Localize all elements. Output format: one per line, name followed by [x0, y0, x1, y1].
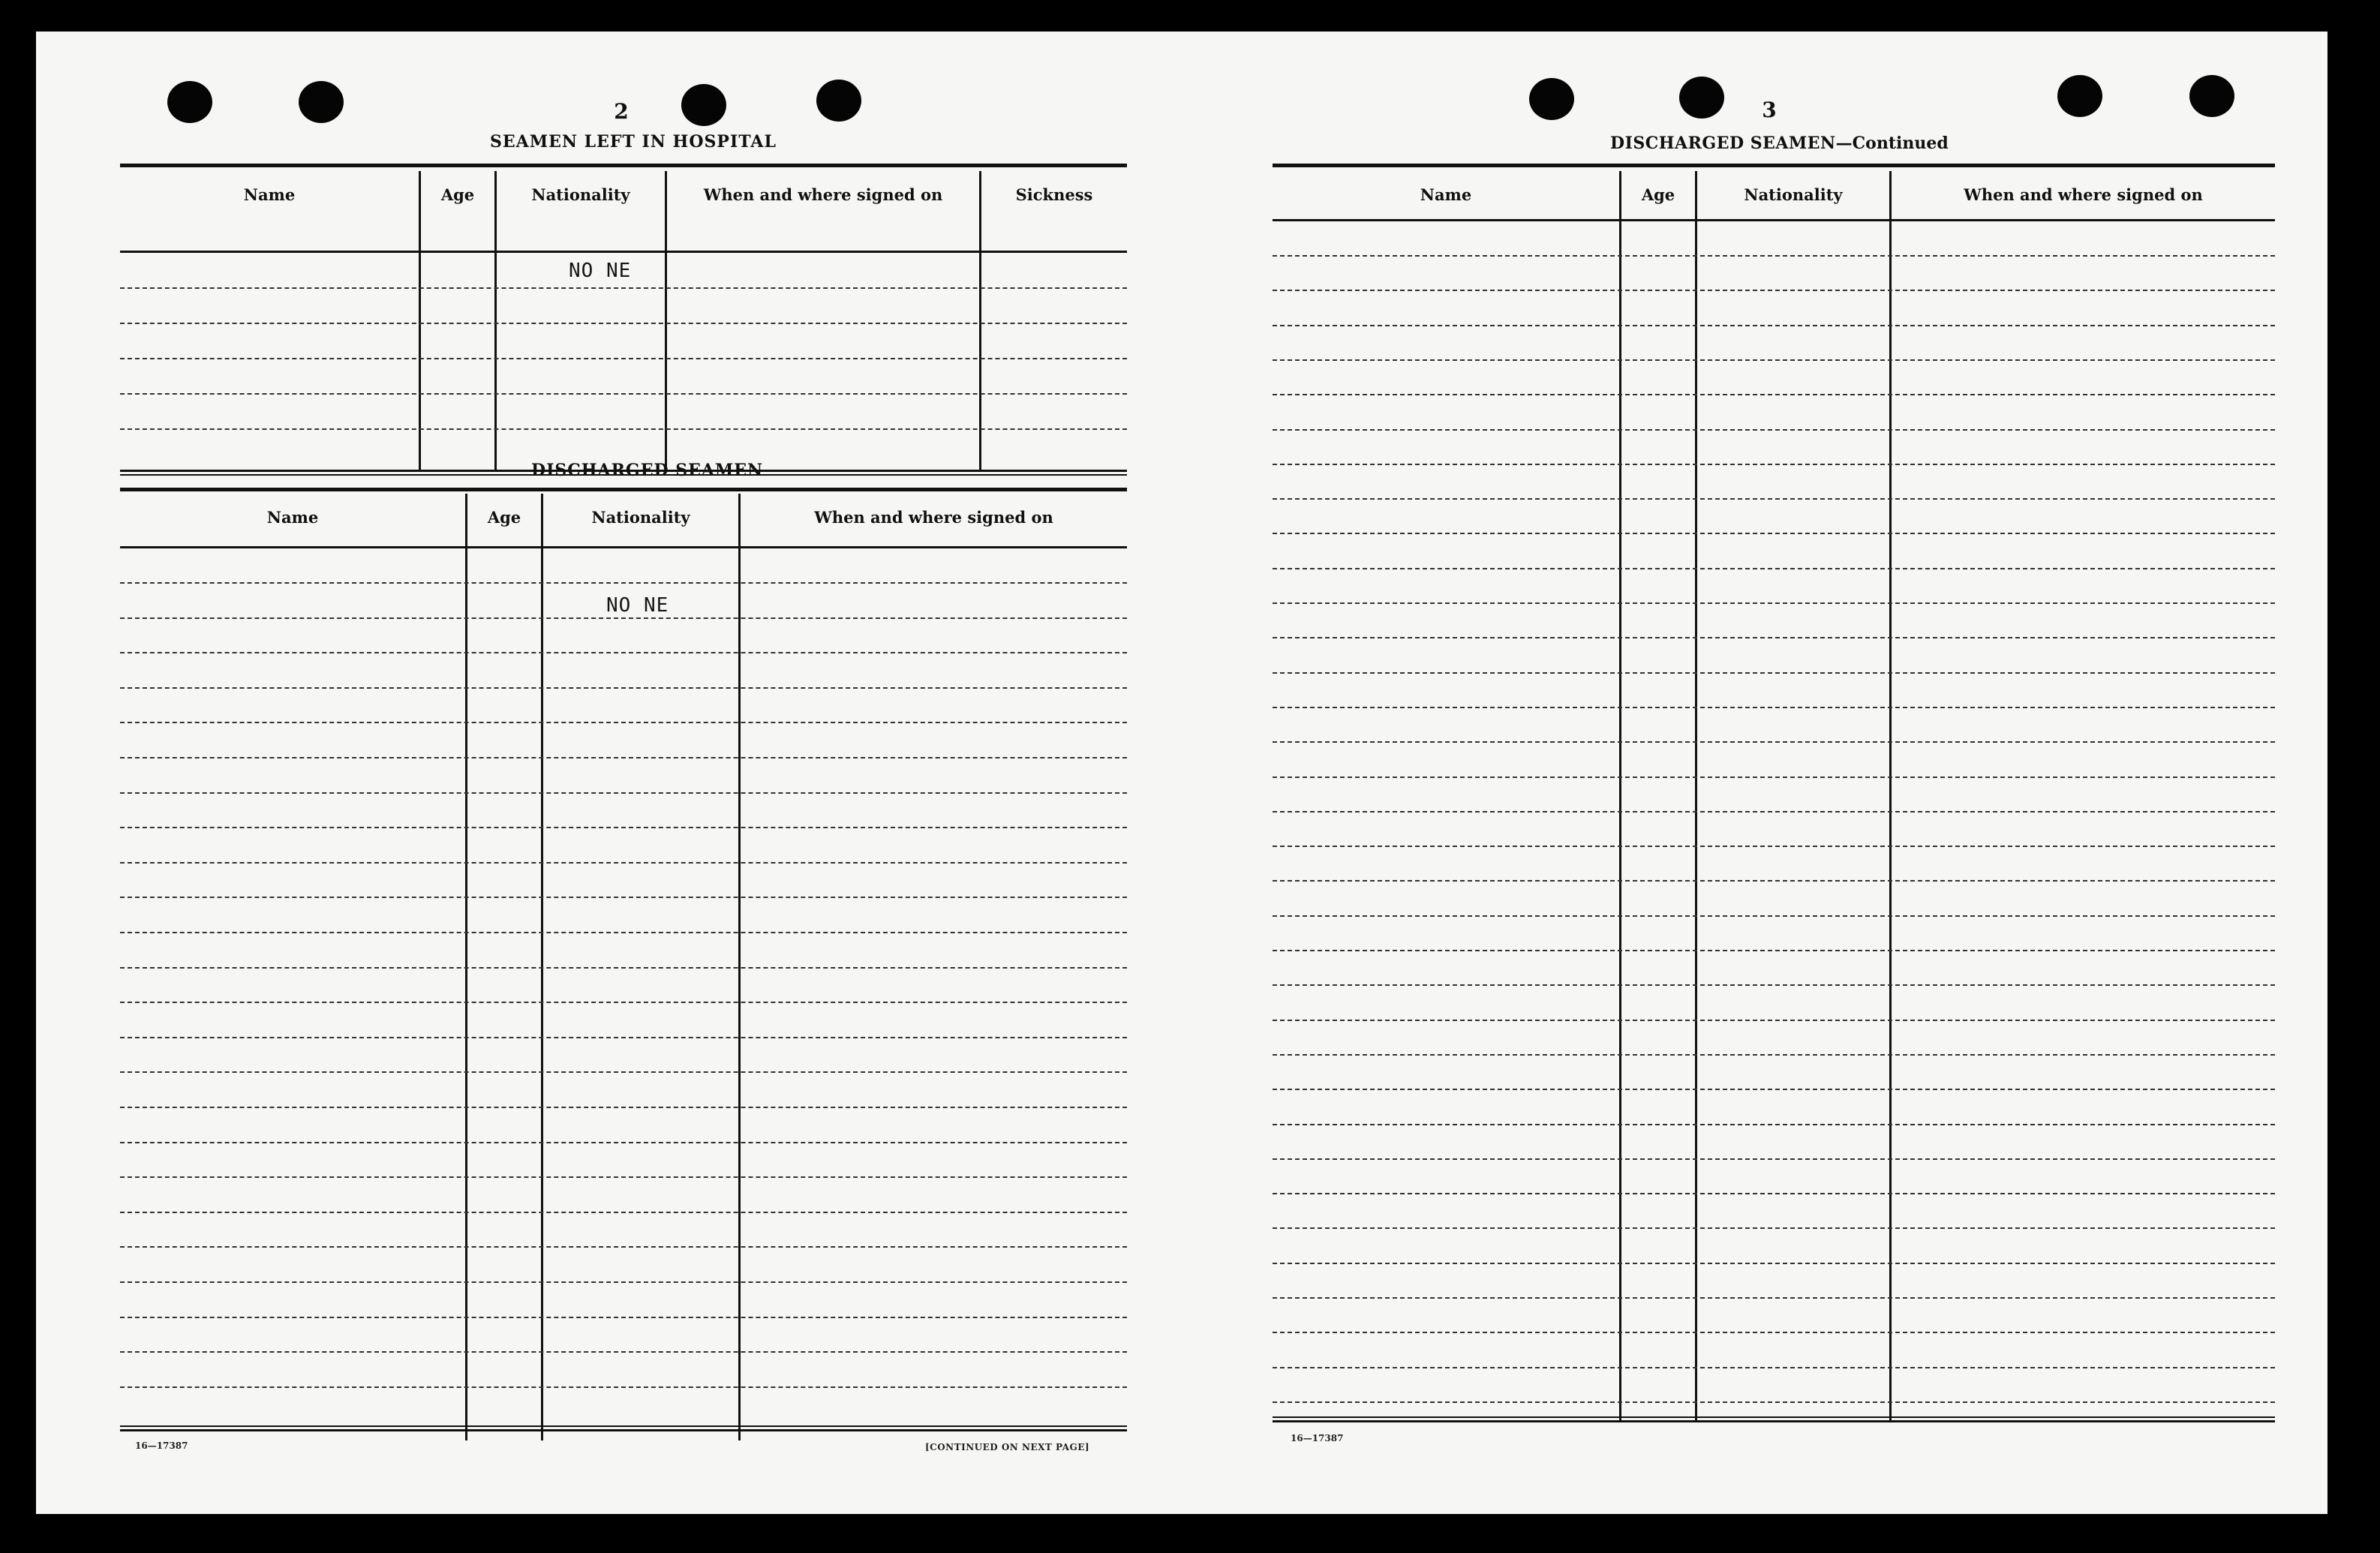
table-row	[120, 358, 1127, 359]
right-title-continued: —Continued	[1835, 134, 1949, 153]
table-row	[1273, 984, 2275, 986]
table-row	[120, 1386, 1127, 1388]
right-discharged-table	[1273, 171, 2275, 1422]
table-row	[1273, 429, 2275, 431]
right-bottom-rule	[1273, 1416, 2275, 1422]
table-row	[1273, 846, 2275, 847]
table-row	[1273, 1401, 2275, 1403]
table-row	[120, 897, 1127, 898]
column-divider	[494, 171, 497, 470]
table-row	[120, 757, 1127, 758]
punch-hole	[1679, 77, 1724, 119]
table-row	[120, 287, 1127, 289]
col-header-name: Name	[1420, 185, 1472, 204]
continued-note: [CONTINUED ON NEXT PAGE]	[925, 1442, 1090, 1452]
table-row	[120, 1142, 1127, 1143]
table-row	[120, 722, 1127, 723]
hospital-section-title: SEAMEN LEFT IN HOSPITAL	[490, 132, 777, 152]
table-row	[120, 687, 1127, 689]
header-underline	[1273, 219, 2275, 221]
table-row	[1273, 741, 2275, 743]
table-row	[1273, 568, 2275, 569]
table-row	[1273, 359, 2275, 361]
col-header-nationality: Nationality	[1744, 185, 1843, 204]
table-row	[120, 1037, 1127, 1038]
header-underline	[120, 546, 1127, 548]
table-row	[120, 1246, 1127, 1248]
table-row	[120, 1107, 1127, 1108]
table-row	[120, 1281, 1127, 1283]
col-header-age: Age	[440, 185, 475, 204]
table-row	[120, 1317, 1127, 1318]
punch-hole	[816, 80, 861, 122]
hospital-nationality-entry: NO NE	[569, 260, 632, 282]
col-header-sickness: Sickness	[1015, 185, 1093, 204]
right-title-main: DISCHARGED SEAMEN	[1610, 134, 1836, 153]
table-row	[1273, 1367, 2275, 1368]
table-row	[1273, 1263, 2275, 1264]
punch-hole	[2057, 75, 2102, 117]
punch-hole	[1529, 78, 1574, 120]
table-row	[1273, 811, 2275, 813]
col-header-age: Age	[487, 507, 521, 527]
table-row	[120, 827, 1127, 828]
table-row	[1273, 776, 2275, 778]
page-number-right: 3	[1762, 98, 1777, 122]
table-row	[1273, 1089, 2275, 1090]
discharged-bottom-rule	[120, 1425, 1127, 1431]
table-row	[1273, 1193, 2275, 1194]
table-row	[1273, 498, 2275, 500]
right-top-rule	[1273, 164, 2275, 167]
discharged-table	[120, 494, 1127, 1440]
table-row	[1273, 1332, 2275, 1333]
hospital-table	[120, 171, 1127, 470]
column-divider	[419, 171, 421, 470]
table-row	[120, 1351, 1127, 1353]
table-row	[120, 323, 1127, 324]
table-row	[120, 393, 1127, 395]
table-row	[1273, 255, 2275, 257]
punch-hole	[2189, 75, 2234, 117]
right-section-title	[1610, 134, 1949, 153]
table-row	[1273, 880, 2275, 882]
col-header-signed-on: When and where signed on	[1964, 185, 2203, 204]
discharged-section-title: DISCHARGED SEAMEN	[531, 461, 764, 480]
table-row	[120, 1002, 1127, 1003]
table-row	[1273, 1158, 2275, 1160]
table-row	[1273, 950, 2275, 951]
table-row	[1273, 1297, 2275, 1299]
table-row	[120, 792, 1127, 794]
punch-hole	[299, 81, 344, 123]
column-divider	[665, 171, 667, 470]
hospital-top-rule	[120, 164, 1127, 167]
table-row	[1273, 915, 2275, 917]
punch-hole	[167, 81, 212, 123]
col-header-signed-on: When and where signed on	[703, 185, 943, 204]
table-row	[1273, 672, 2275, 674]
col-header-name: Name	[266, 507, 319, 527]
table-row	[120, 582, 1127, 584]
col-header-name: Name	[243, 185, 296, 204]
table-row	[1273, 1054, 2275, 1056]
table-row	[120, 1071, 1127, 1073]
table-row	[120, 862, 1127, 864]
table-row	[1273, 394, 2275, 395]
table-row	[120, 967, 1127, 969]
form-number-right: 16—17387	[1291, 1433, 1344, 1443]
table-row	[1273, 637, 2275, 638]
table-row	[1273, 602, 2275, 604]
discharged-top-rule	[120, 488, 1127, 491]
table-row	[1273, 464, 2275, 465]
form-number-left: 16—17387	[135, 1440, 188, 1451]
table-row	[1273, 533, 2275, 534]
col-header-signed-on: When and where signed on	[814, 507, 1053, 527]
col-header-nationality: Nationality	[531, 185, 630, 204]
table-row	[120, 1212, 1127, 1213]
table-row	[120, 1176, 1127, 1178]
column-divider	[979, 171, 981, 470]
punch-hole	[681, 84, 726, 126]
table-row	[1273, 290, 2275, 291]
table-row	[1273, 1020, 2275, 1021]
table-row	[1273, 325, 2275, 326]
table-row	[1273, 707, 2275, 708]
document-sheet	[36, 32, 2327, 1514]
table-row	[120, 617, 1127, 619]
table-row	[1273, 1227, 2275, 1229]
col-header-nationality: Nationality	[591, 507, 690, 527]
header-underline	[120, 251, 1127, 253]
table-row	[120, 932, 1127, 933]
table-row	[120, 652, 1127, 653]
discharged-nationality-entry: NO NE	[606, 594, 669, 617]
table-row	[1273, 1124, 2275, 1125]
table-row	[120, 428, 1127, 430]
page-number-left: 2	[614, 99, 629, 124]
col-header-age: Age	[1641, 185, 1675, 204]
